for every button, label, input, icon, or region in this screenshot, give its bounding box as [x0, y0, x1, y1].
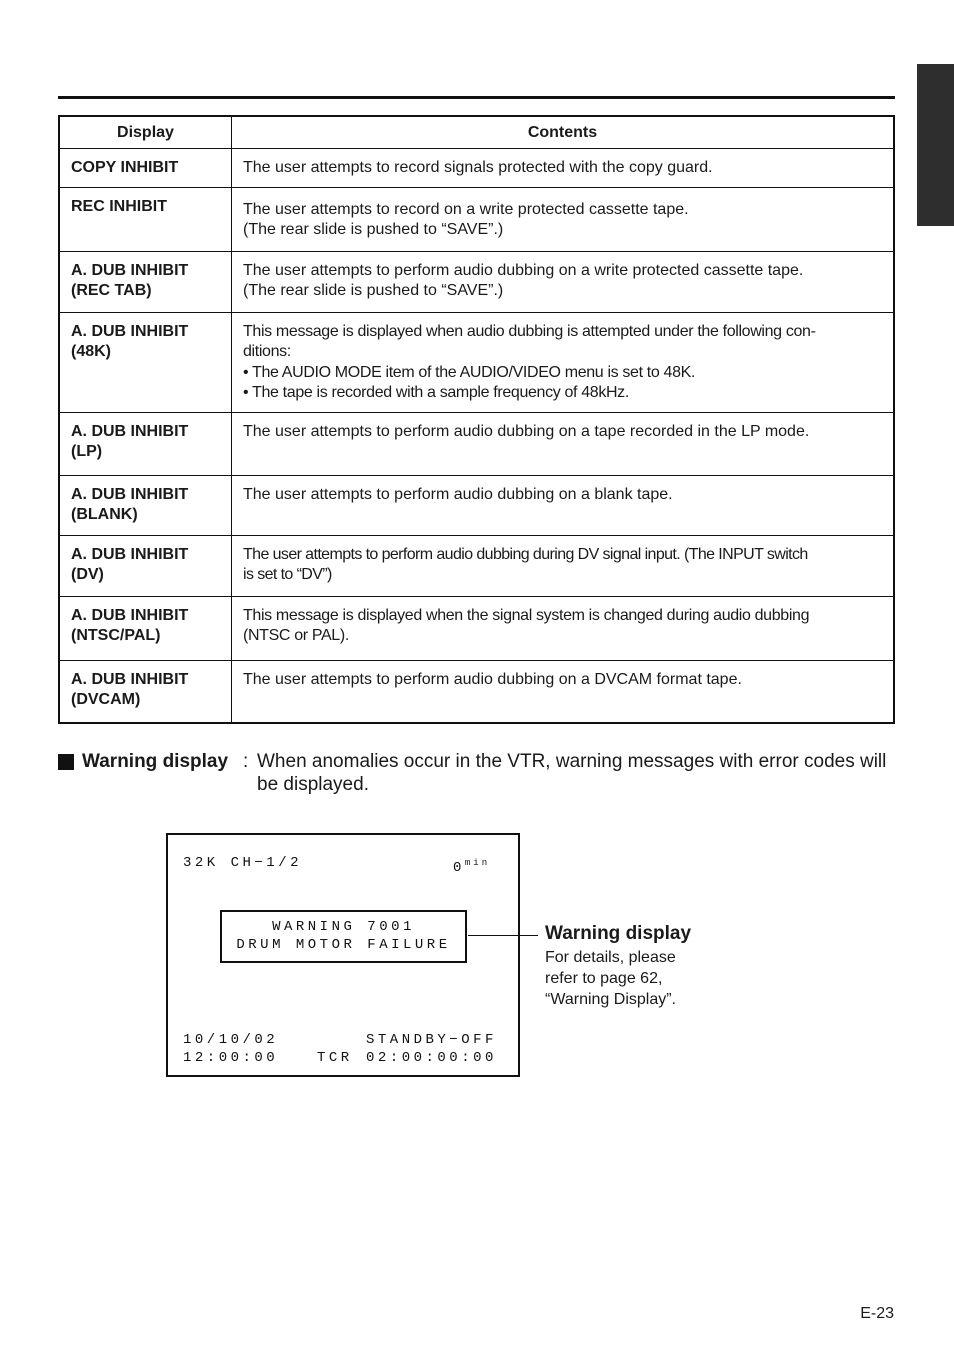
- display-cell: [59, 312, 232, 412]
- warning-text-line: DRUM MOTOR FAILURE: [236, 937, 451, 953]
- contents-column-header: Contents: [232, 116, 895, 149]
- display-cell: [59, 535, 232, 596]
- callout-line: refer to page 62,: [545, 970, 663, 987]
- section-tab: [917, 64, 954, 226]
- audio-mode-readout: 32K CH−1/2: [183, 855, 303, 871]
- date-readout: 10/10/02: [183, 1032, 279, 1048]
- bullet-item: • The AUDIO MODE item of the AUDIO/VIDEO menu is set to 48K.: [243, 363, 696, 381]
- contents-line: This message is displayed when audio dubbing is attempted under the following con-: [243, 322, 816, 340]
- contents-line: This message is displayed when the signal system is changed during audio dubbing: [243, 606, 810, 624]
- display-line: A. DUB INHIBIT: [71, 545, 189, 563]
- contents-line: The user attempts to record on a write protected cassette tape.: [243, 200, 689, 218]
- callout-leader-line: [468, 935, 538, 936]
- section-label: Warning display: [82, 751, 229, 772]
- time-readout: 12:00:00: [183, 1050, 279, 1066]
- remaining-time-unit: min: [464, 858, 491, 868]
- page-number: E-23: [860, 1305, 894, 1322]
- table-row: [59, 187, 894, 251]
- display-line: (NTSC/PAL): [71, 627, 161, 644]
- contents-cell: [232, 412, 895, 475]
- display-line: (REC TAB): [71, 282, 152, 299]
- top-rule: [58, 96, 895, 99]
- display-line: A. DUB INHIBIT: [71, 606, 189, 624]
- table-row: [59, 660, 894, 723]
- table-row: [59, 149, 894, 188]
- contents-cell: [232, 660, 895, 723]
- timecode-readout: 02:00:00:00: [366, 1050, 497, 1066]
- warning-code-line: WARNING 7001: [272, 919, 415, 935]
- table-row: [59, 596, 894, 660]
- remaining-time-readout: [453, 854, 490, 877]
- contents-line: The user attempts to perform audio dubbing on a write protected cassette tape.: [243, 261, 804, 279]
- display-line: A. DUB INHIBIT: [71, 422, 189, 440]
- messages-table: [58, 115, 895, 724]
- monitor-screen: [166, 833, 520, 1077]
- display-line: A. DUB INHIBIT: [71, 322, 189, 340]
- display-line: A. DUB INHIBIT: [71, 261, 189, 279]
- contents-line: The user attempts to record signals protected with the copy guard.: [243, 159, 713, 176]
- display-line: A. DUB INHIBIT: [71, 485, 189, 503]
- display-cell: [59, 596, 232, 660]
- warning-display-callout: [545, 922, 745, 1010]
- contents-line: (NTSC or PAL).: [243, 627, 349, 644]
- table-row: [59, 312, 894, 412]
- status-readout: STANDBY−OFF: [366, 1032, 497, 1048]
- table-row: [59, 251, 894, 312]
- contents-line: is set to “DV”): [243, 566, 332, 583]
- display-cell: [59, 149, 232, 188]
- callout-line: “Warning Display”.: [545, 991, 676, 1008]
- contents-cell: [232, 312, 895, 412]
- table-header-row: [59, 116, 894, 149]
- square-bullet-icon: [58, 754, 74, 770]
- display-cell: [59, 251, 232, 312]
- contents-cell: [232, 251, 895, 312]
- remaining-time-value: 0: [453, 860, 465, 876]
- display-line: (DV): [71, 566, 104, 583]
- contents-cell: [232, 596, 895, 660]
- warning-message-box: [220, 910, 467, 963]
- contents-cell: [232, 475, 895, 535]
- contents-cell: [232, 187, 895, 251]
- display-cell: [59, 475, 232, 535]
- table-row: [59, 475, 894, 535]
- display-line: (48K): [71, 343, 112, 360]
- display-cell: [59, 187, 232, 251]
- display-cell: [59, 412, 232, 475]
- contents-line: The user attempts to perform audio dubbing on a DVCAM format tape.: [243, 670, 742, 688]
- callout-title: Warning display: [545, 923, 692, 944]
- contents-cell: [232, 535, 895, 596]
- contents-line: The user attempts to perform audio dubbing on a blank tape.: [243, 485, 673, 503]
- display-line: (LP): [71, 443, 103, 460]
- callout-line: For details, please: [545, 949, 676, 966]
- tc-label: TCR: [317, 1050, 353, 1066]
- contents-cell: [232, 149, 895, 188]
- contents-line: (The rear slide is pushed to “SAVE”.): [243, 282, 504, 299]
- display-line: COPY INHIBIT: [71, 159, 179, 176]
- display-cell: [59, 660, 232, 723]
- contents-line: ditions:: [243, 343, 291, 360]
- display-line: (DVCAM): [71, 691, 141, 708]
- table-row: [59, 412, 894, 475]
- contents-line: The user attempts to perform audio dubbing on a tape recorded in the LP mode.: [243, 422, 810, 440]
- contents-line: (The rear slide is pushed to “SAVE”.): [243, 221, 504, 238]
- bullet-item: • The tape is recorded with a sample frequency of 48kHz.: [243, 384, 629, 401]
- display-column-header: Display: [59, 116, 232, 149]
- label-colon: :: [243, 751, 249, 772]
- contents-line: The user attempts to perform audio dubbing during DV signal input. (The INPUT switch: [243, 545, 808, 563]
- display-line: A. DUB INHIBIT: [71, 670, 189, 688]
- display-line: (BLANK): [71, 506, 138, 523]
- table-row: [59, 535, 894, 596]
- display-line: REC INHIBIT: [71, 197, 167, 215]
- section-description: When anomalies occur in the VTR, warning messages with error codes will be displayed.: [257, 751, 887, 795]
